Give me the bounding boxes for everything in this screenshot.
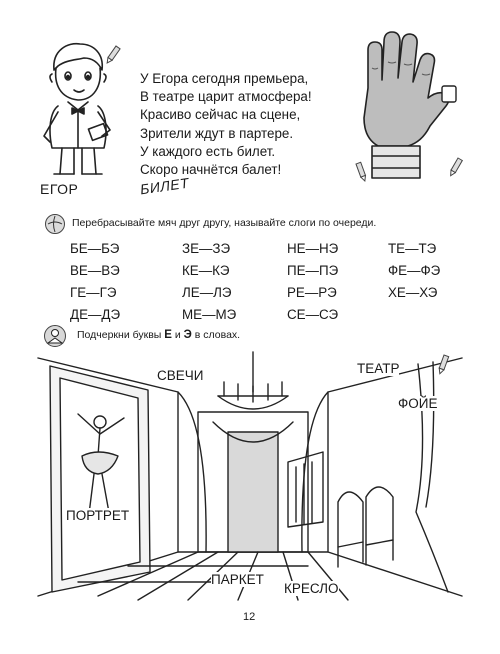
label-portret: ПОРТРЕТ: [66, 508, 130, 523]
exercise2-instruction: [77, 329, 240, 341]
syllable-pair: ЗЕ—ЗЭ: [182, 241, 231, 256]
poem-line: Красиво сейчас на сцене,: [140, 107, 301, 123]
label-parket: ПАРКЕТ: [211, 572, 264, 587]
label-teatr: ТЕАТР: [357, 361, 400, 376]
syllable-pair: МЕ—МЭ: [182, 307, 237, 322]
syllable-pair: ГЕ—ГЭ: [70, 285, 117, 300]
ball-icon: [45, 214, 65, 234]
syllable-pair: КЕ—КЭ: [182, 263, 230, 278]
poem-line: Зрители ждут в партере.: [140, 125, 294, 141]
syllable-pair: РЕ—РЭ: [287, 285, 337, 300]
poem-line: У Егора сегодня премьера,: [140, 71, 309, 86]
page-number: 12: [243, 611, 256, 623]
pencil-icon: [440, 355, 454, 379]
poem: [140, 70, 312, 179]
theatre-scene-illustration: [38, 352, 462, 600]
syllable-pair: ТЕ—ТЭ: [388, 241, 437, 256]
syllable-pair: НЕ—НЭ: [287, 241, 339, 256]
instruction-prefix: Подчеркни буквы: [77, 329, 162, 341]
syllable-pair: ПЕ—ПЭ: [287, 263, 339, 278]
glove-hand-illustration: [338, 28, 468, 188]
syllable-pair: ЛЕ—ЛЭ: [182, 285, 232, 300]
syllable-pair: ВЕ—ВЭ: [70, 263, 120, 278]
syllable-pair: БЕ—БЭ: [70, 241, 120, 256]
label-svechi: СВЕЧИ: [157, 368, 204, 383]
poem-line: Скоро начнётся балет!: [140, 162, 282, 178]
poem-line: В театре царит атмосфера!: [140, 89, 312, 105]
letter-e: Е: [164, 329, 172, 341]
syllable-pair: ХЕ—ХЭ: [388, 285, 438, 300]
caption-egor: ЕГОР: [40, 181, 79, 197]
syllable-pair: ДЕ—ДЭ: [70, 307, 121, 322]
exercise1-instruction: Перебрасывайте мяч друг другу, называйте слоги по очереди.: [72, 217, 377, 229]
boy-egor-illustration: [28, 40, 128, 180]
instruction-suffix: в словах.: [194, 329, 241, 341]
syllable-pair: СЕ—СЭ: [287, 307, 339, 322]
instruction-conjunction: и: [174, 329, 181, 341]
poem-line: У каждого есть билет.: [140, 143, 276, 159]
reading-child-icon: [44, 325, 66, 347]
label-foye: ФОЙЕ: [398, 396, 438, 411]
letter-e-reversed: Э: [183, 329, 192, 341]
caption-bilet: БИЛЕТ: [139, 174, 190, 198]
syllable-pair: ФЕ—ФЭ: [388, 263, 441, 278]
label-kreslo: КРЕСЛО: [284, 581, 339, 596]
